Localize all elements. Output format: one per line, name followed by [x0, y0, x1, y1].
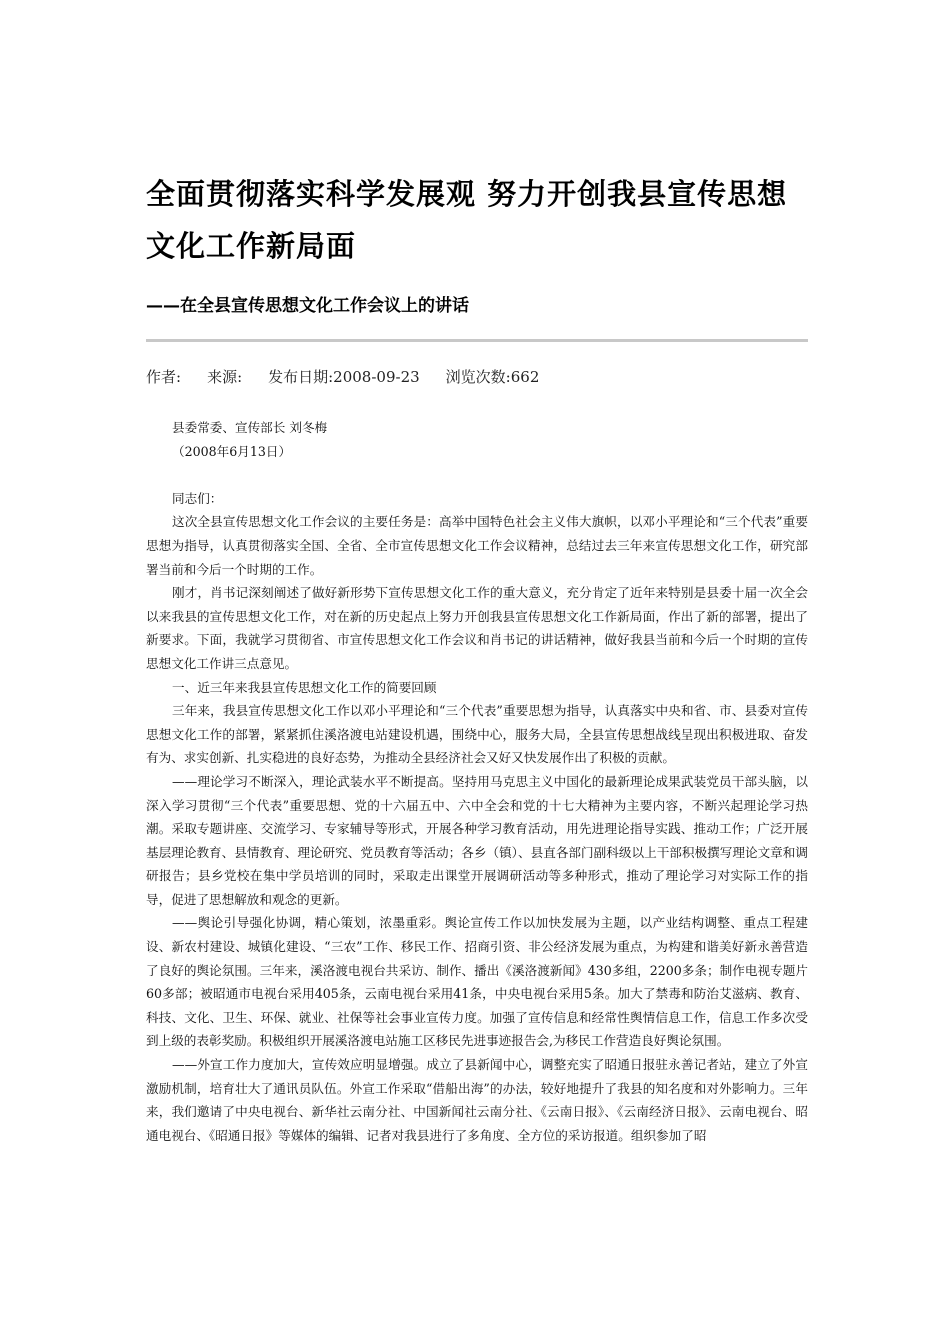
author-label: 作者:	[146, 368, 182, 386]
article-meta	[146, 366, 808, 388]
article-subtitle: ——在全县宣传思想文化工作会议上的讲话	[146, 296, 469, 316]
paragraph: ——外宣工作力度加大，宣传效应明显增强。成立了县新闻中心，调整充实了昭通日报驻永善记者站，建立了外宣激励机制，培育壮大了通讯员队伍。外宣工作采取“借船出海”的办法，较好地提升了我县的知名度和对外影响力。三年来，我们邀请了中央电视台、新华社云南分社、中国新闻社云南分社、《云南日报》、《云南经济日报》、云南电视台、昭通电视台、《昭通日报》等媒体的编辑、记者对我县进行了多角度、全方位的采访报道。组织参加了昭	[146, 1057, 808, 1143]
publish-date: 发布日期:2008-09-23	[268, 368, 420, 386]
spacer	[146, 463, 808, 487]
view-count: 浏览次数:662	[445, 368, 540, 386]
section-heading: 一、近三年来我县宣传思想文化工作的简要回顾	[172, 679, 437, 695]
paragraph: ——理论学习不断深入，理论武装水平不断提高。坚持用马克思主义中国化的最新理论成果武装党员干部头脑，以深入学习贯彻“三个代表”重要思想、党的十六届五中、六中全会和党的十七大精神为主要内容，不断兴起理论学习热潮。采取专题讲座、交流学习、专家辅导等形式，开展各种学习教育活动，用先进理论指导实践、推动工作；广泛开展基层理论教育、县情教育、理论研究、党员教育等活动；各乡（镇）、县直各部门副科级以上干部积极撰写理论文章和调研报告；县乡党校在集中学员培训的同时，采取走出课堂开展调研活动等多种形式，推动了理论学习对实际工作的指导，促进了思想解放和观念的更新。	[146, 773, 808, 907]
paragraph: 同志们：	[172, 490, 223, 506]
divider	[146, 339, 808, 342]
paragraph: 刚才，肖书记深刻阐述了做好新形势下宣传思想文化工作的重大意义，充分肯定了近年来特别是县委十届一次全会以来我县的宣传思想文化工作，对在新的历史起点上努力开创我县宣传思想文化工作新局面，作出了新的部署，提出了新要求。下面，我就学习贯彻省、市宣传思想文化工作会议和肖书记的讲话精神，做好我县当前和今后一个时期的宣传思想文化工作讲三点意见。	[146, 585, 808, 671]
paragraph: ——舆论引导强化协调，精心策划，浓墨重彩。舆论宣传工作以加快发展为主题，以产业结构调整、重点工程建设、新农村建设、城镇化建设、“三农”工作、移民工作、招商引资、非公经济发展为重点，为构建和谐美好新永善营造了良好的舆论氛围。三年来，溪洛渡电视台共采访、制作、播出《溪洛渡新闻》430多组，2200多条；制作电视专题片60多部；被昭通市电视台采用405条，云南电视台采用41条，中央电视台采用5条。加大了禁毒和防治艾滋病、教育、科技、文化、卫生、环保、就业、社保等社会事业宣传力度。加强了宣传信息和经常性舆情信息工作，信息工作多次受到上级的表彰奖励。积极组织开展溪洛渡电站施工区移民先进事迹报告会,为移民工作营造良好舆论氛围。	[146, 915, 808, 1049]
article-title: 全面贯彻落实科学发展观 努力开创我县宣传思想文化工作新局面	[146, 177, 788, 263]
paragraph: 三年来，我县宣传思想文化工作以邓小平理论和“三个代表”重要思想为指导，认真落实中央和省、市、县委对宣传思想文化工作的部署，紧紧抓住溪洛渡电站建设机遇，围绕中心，服务大局，全县宣传思想战线呈现出积极进取、奋发有为、求实创新、扎实稳进的良好态势，为推动全县经济社会又好又快发展作出了积极的贡献。	[146, 703, 808, 766]
source-label: 来源:	[207, 368, 243, 386]
article-body	[146, 416, 808, 1147]
speech-date: （2008年6月13日）	[172, 443, 292, 459]
paragraph: 这次全县宣传思想文化工作会议的主要任务是：高举中国特色社会主义伟大旗帜，以邓小平理论和“三个代表”重要思想为指导，认真贯彻落实全国、全省、全市宣传思想文化工作会议精神，总结过去三年来宣传思想文化工作，研究部署当前和今后一个时期的工作。	[146, 514, 808, 577]
speaker-line: 县委常委、宣传部长 刘冬梅	[172, 420, 328, 435]
